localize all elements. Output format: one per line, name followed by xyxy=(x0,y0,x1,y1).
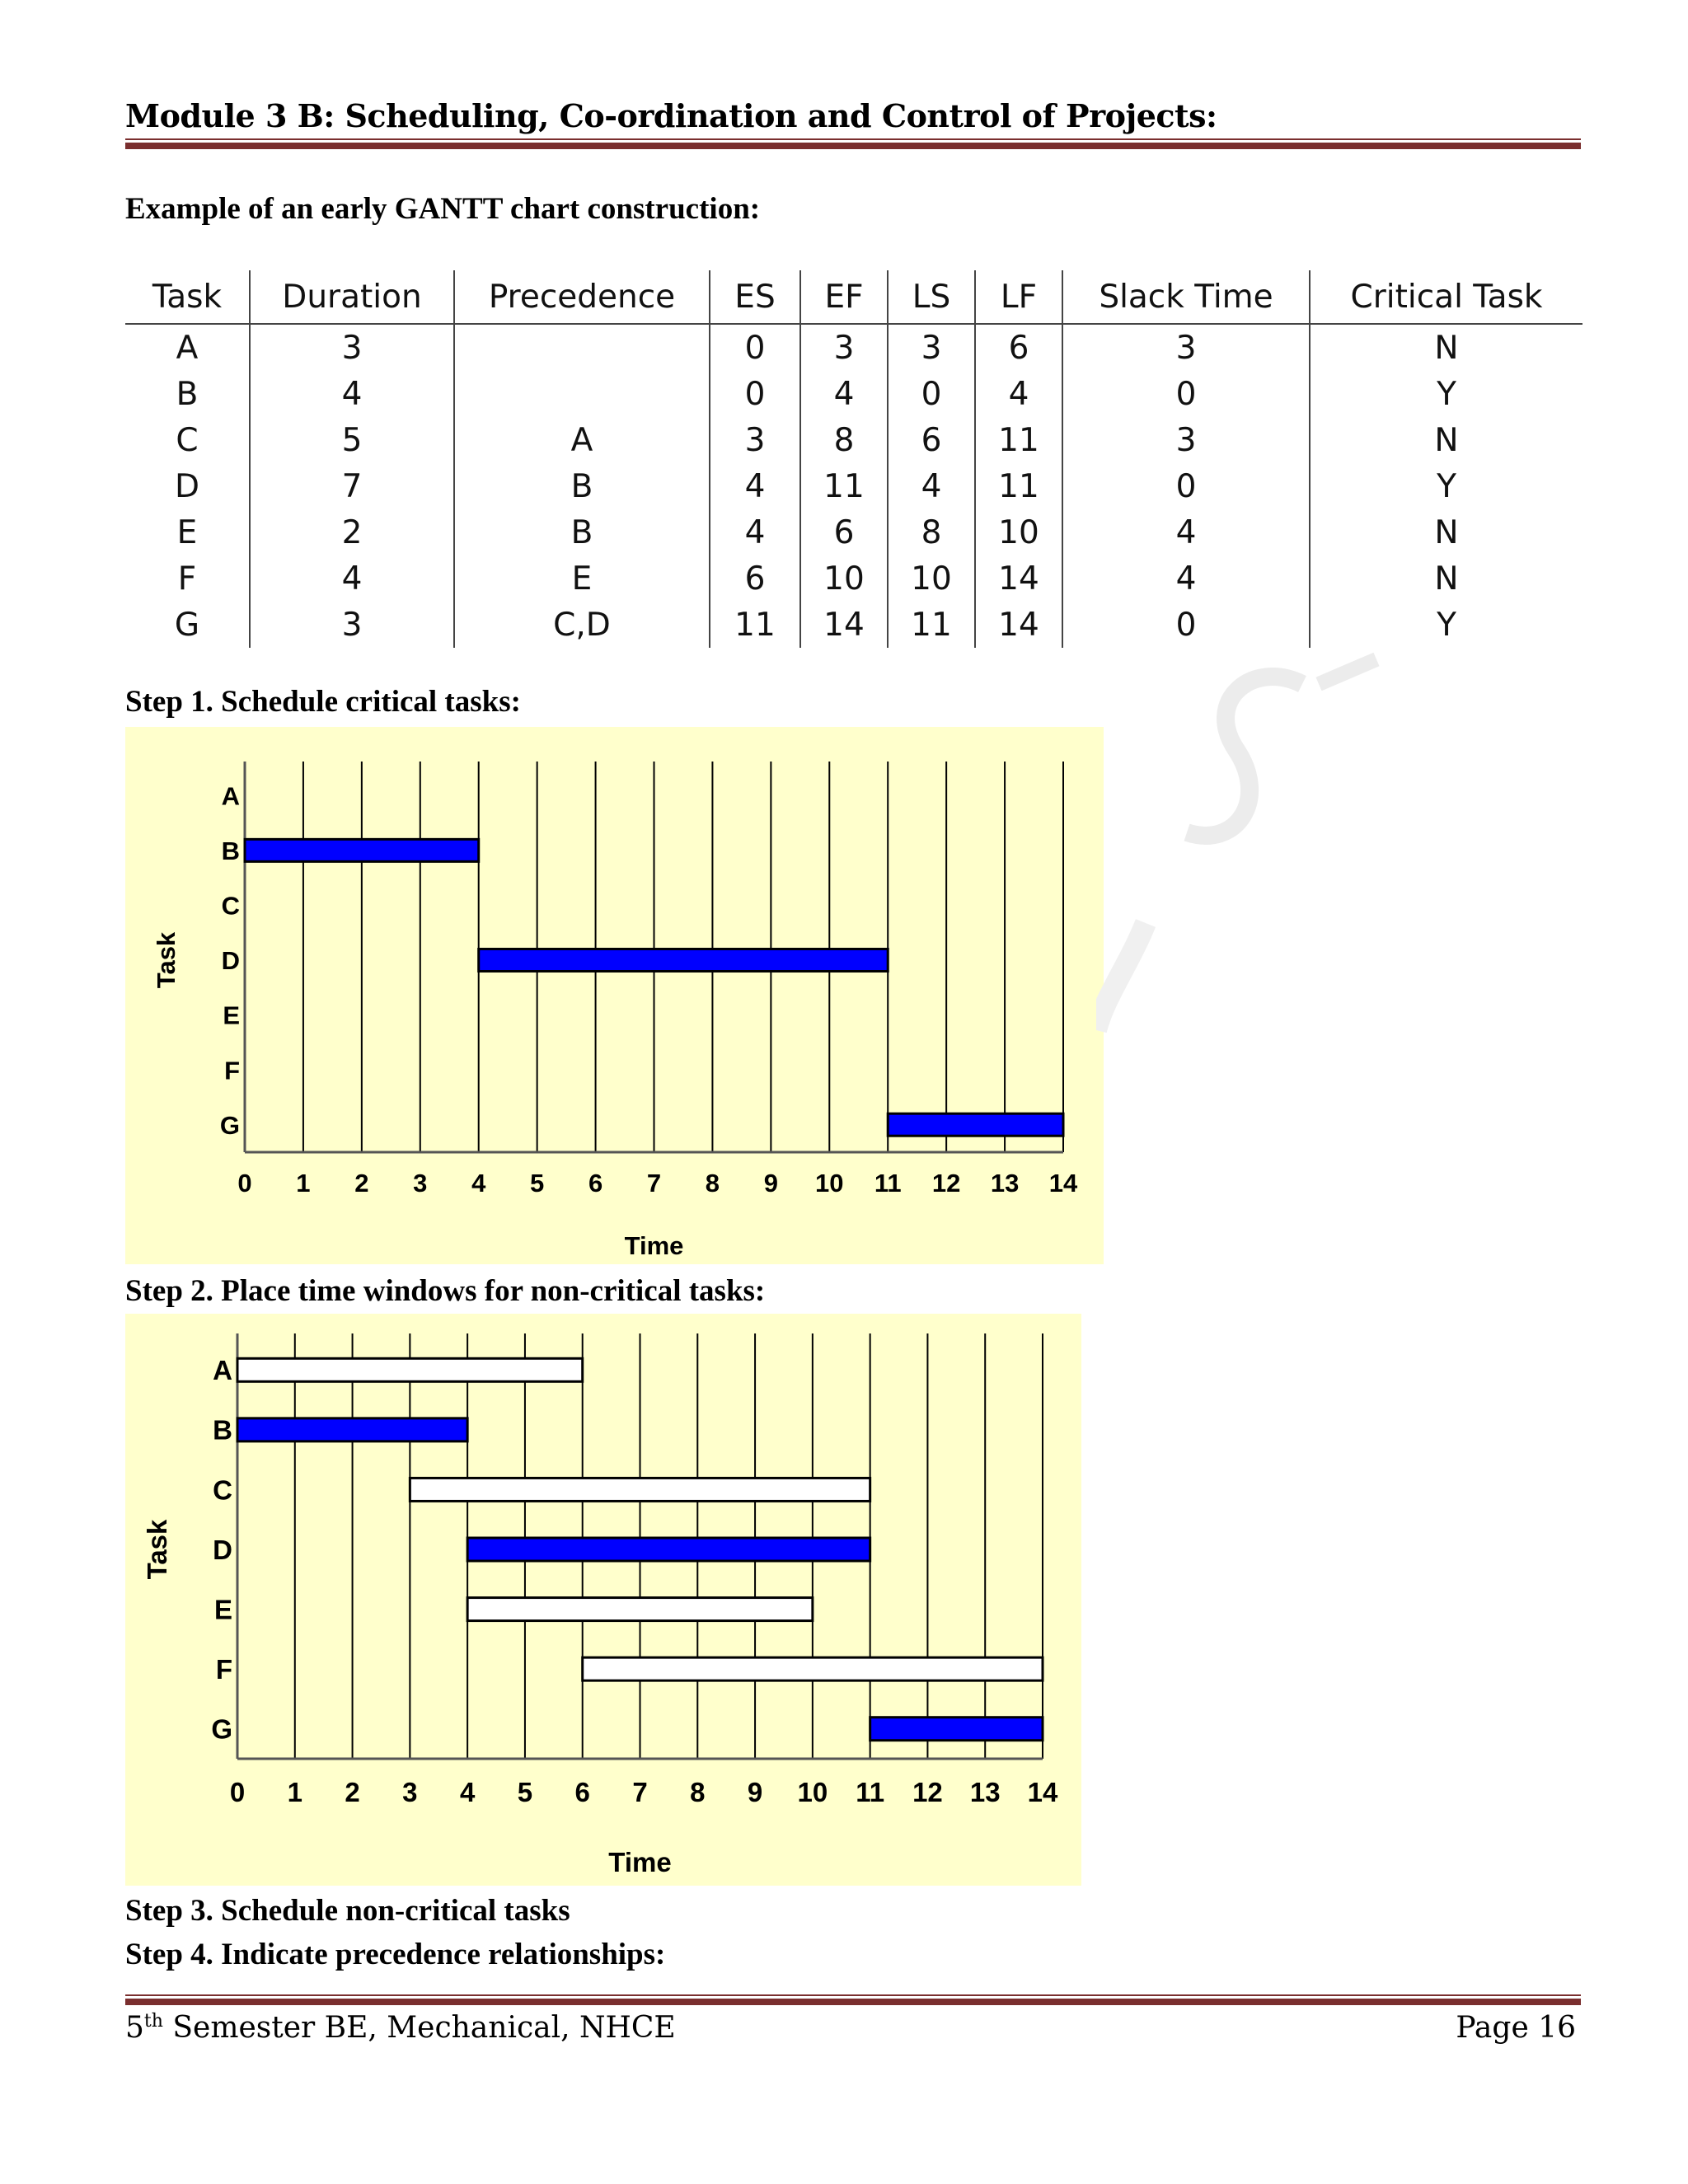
y-axis-title: Task xyxy=(152,931,181,989)
x-tick-label: 14 xyxy=(1027,1777,1058,1807)
x-tick-label: 1 xyxy=(287,1777,302,1807)
cell-lf: 4 xyxy=(975,371,1062,417)
x-tick-label: 9 xyxy=(747,1777,763,1807)
window-bar-A xyxy=(237,1358,583,1381)
x-tick-label: 12 xyxy=(931,1169,961,1197)
cell-ls: 3 xyxy=(888,324,975,371)
cell-critical: Y xyxy=(1310,371,1582,417)
y-category-label: B xyxy=(221,837,240,866)
footer-course: 5th Semester BE, Mechanical, NHCE xyxy=(125,2011,676,2045)
cell-es: 3 xyxy=(710,417,800,463)
cell-duration: 7 xyxy=(250,463,454,509)
cell-task: C xyxy=(176,421,199,459)
footer-rule-thin xyxy=(125,1994,1581,1996)
cell-task: F xyxy=(177,560,197,598)
cell-task: D xyxy=(174,467,200,505)
cell-ls: 11 xyxy=(888,602,975,648)
critical-bar-D xyxy=(479,949,889,972)
cell-critical: N xyxy=(1310,555,1582,602)
cell-slack: 0 xyxy=(1062,463,1310,509)
cell-duration: 2 xyxy=(250,509,454,555)
cell-ls: 10 xyxy=(888,555,975,602)
cell-es: 0 xyxy=(710,371,800,417)
y-category-label: E xyxy=(213,1594,232,1625)
cell-task: B xyxy=(176,375,199,413)
x-tick-label: 0 xyxy=(229,1777,246,1807)
x-tick-label: 4 xyxy=(459,1777,476,1807)
critical-bar-G xyxy=(888,1113,1063,1136)
cell-duration: 4 xyxy=(250,371,454,417)
col-header-ls: LS xyxy=(888,270,975,324)
cell-precedence: C,D xyxy=(454,602,710,648)
y-category-label: D xyxy=(221,946,240,976)
x-tick-label: 13 xyxy=(969,1777,1001,1807)
cell-duration: 3 xyxy=(250,602,454,648)
y-category-label: A xyxy=(221,781,240,811)
y-category-label: C xyxy=(221,891,240,921)
table-row xyxy=(125,371,1582,417)
y-category-label: C xyxy=(213,1474,232,1506)
x-tick-label: 5 xyxy=(517,1777,533,1807)
cell-slack: 4 xyxy=(1062,555,1310,602)
page-header-title: Module 3 B: Scheduling, Co-ordination and Control of Projects: xyxy=(125,97,1217,134)
cell-precedence xyxy=(454,371,710,417)
cell-precedence: A xyxy=(454,417,710,463)
example-heading: Example of an early GANTT chart construction: xyxy=(125,192,761,226)
y-category-label: G xyxy=(211,1713,232,1745)
col-header-task: Task xyxy=(125,270,250,324)
cell-es: 6 xyxy=(710,555,800,602)
cell-critical: Y xyxy=(1310,463,1582,509)
x-tick-label: 10 xyxy=(815,1169,844,1197)
x-tick-label: 7 xyxy=(646,1169,662,1197)
cell-task: A xyxy=(176,329,199,367)
cell-lf: 14 xyxy=(975,555,1062,602)
cell-lf: 6 xyxy=(975,324,1062,371)
cell-precedence: B xyxy=(454,509,710,555)
cell-ef: 10 xyxy=(800,555,888,602)
x-tick-label: 6 xyxy=(588,1169,603,1197)
table-row xyxy=(125,417,1582,463)
step1-heading: Step 1. Schedule critical tasks: xyxy=(125,685,521,719)
cell-precedence xyxy=(454,324,710,371)
critical-bar-D xyxy=(467,1538,870,1561)
cell-ef: 14 xyxy=(800,602,888,648)
cell-ef: 3 xyxy=(800,324,888,371)
x-tick-label: 14 xyxy=(1048,1169,1078,1197)
y-category-label: D xyxy=(213,1534,232,1565)
cell-es: 0 xyxy=(710,324,800,371)
cell-slack: 0 xyxy=(1062,371,1310,417)
x-tick-label: 11 xyxy=(874,1169,902,1197)
table-row xyxy=(125,463,1582,509)
window-bar-F xyxy=(583,1657,1043,1680)
x-tick-label: 8 xyxy=(690,1777,706,1807)
header-rule-thick xyxy=(125,143,1581,149)
window-bar-C xyxy=(410,1478,870,1501)
x-tick-label: 13 xyxy=(990,1169,1020,1197)
step3-heading: Step 3. Schedule non-critical tasks xyxy=(125,1894,570,1928)
y-category-label: F xyxy=(224,1056,240,1085)
col-header-duration: Duration xyxy=(250,270,454,324)
cell-precedence: E xyxy=(454,555,710,602)
cell-ls: 0 xyxy=(888,371,975,417)
x-tick-label: 9 xyxy=(763,1169,778,1197)
cell-ef: 8 xyxy=(800,417,888,463)
x-axis-title: Time xyxy=(624,1231,684,1260)
y-category-label: E xyxy=(223,1001,240,1030)
x-tick-label: 3 xyxy=(402,1777,418,1807)
cell-slack: 0 xyxy=(1062,602,1310,648)
x-tick-label: 11 xyxy=(856,1777,885,1807)
y-category-label: A xyxy=(213,1355,232,1386)
cell-task: E xyxy=(176,513,198,551)
schedule-table xyxy=(125,270,1582,648)
x-axis-title: Time xyxy=(608,1847,672,1877)
cell-duration: 3 xyxy=(250,324,454,371)
x-tick-label: 2 xyxy=(354,1169,369,1197)
table-row xyxy=(125,602,1582,648)
x-tick-label: 0 xyxy=(237,1169,252,1197)
cell-ef: 11 xyxy=(800,463,888,509)
col-header-lf: LF xyxy=(975,270,1062,324)
col-header-precedence: Precedence xyxy=(454,270,710,324)
cell-ls: 4 xyxy=(888,463,975,509)
x-tick-label: 10 xyxy=(797,1777,828,1807)
x-tick-label: 8 xyxy=(705,1169,720,1197)
cell-slack: 4 xyxy=(1062,509,1310,555)
cell-lf: 11 xyxy=(975,463,1062,509)
watermark-logo xyxy=(1096,651,1393,1038)
cell-es: 4 xyxy=(710,509,800,555)
window-bar-E xyxy=(467,1598,813,1621)
x-tick-label: 5 xyxy=(530,1169,545,1197)
y-category-label: B xyxy=(213,1414,232,1446)
col-header-slack: Slack Time xyxy=(1062,270,1310,324)
col-header-critical: Critical Task xyxy=(1310,270,1582,324)
footer-page-number: Page 16 xyxy=(1456,2011,1576,2045)
x-tick-label: 6 xyxy=(574,1777,590,1807)
time-windows-gantt-chart xyxy=(125,1314,1081,1886)
col-header-ef: EF xyxy=(800,270,888,324)
cell-ef: 4 xyxy=(800,371,888,417)
cell-slack: 3 xyxy=(1062,324,1310,371)
cell-task: G xyxy=(174,606,200,644)
cell-es: 11 xyxy=(710,602,800,648)
critical-tasks-gantt-chart xyxy=(125,727,1104,1264)
cell-slack: 3 xyxy=(1062,417,1310,463)
y-category-label: F xyxy=(215,1654,232,1685)
table-row xyxy=(125,509,1582,555)
x-tick-label: 12 xyxy=(912,1777,943,1807)
cell-critical: N xyxy=(1310,324,1582,371)
step2-heading: Step 2. Place time windows for non-critical tasks: xyxy=(125,1274,766,1308)
cell-critical: Y xyxy=(1310,602,1582,648)
cell-lf: 14 xyxy=(975,602,1062,648)
cell-ls: 6 xyxy=(888,417,975,463)
col-header-es: ES xyxy=(710,270,800,324)
critical-bar-B xyxy=(237,1418,467,1441)
x-tick-label: 7 xyxy=(632,1777,648,1807)
x-tick-label: 3 xyxy=(413,1169,428,1197)
cell-lf: 10 xyxy=(975,509,1062,555)
x-tick-label: 4 xyxy=(471,1169,486,1197)
table-header-row xyxy=(125,270,1582,324)
header-rule-thin xyxy=(125,138,1581,140)
x-tick-label: 1 xyxy=(296,1169,311,1197)
table-row xyxy=(125,555,1582,602)
y-axis-title: Task xyxy=(142,1519,172,1580)
cell-lf: 11 xyxy=(975,417,1062,463)
cell-es: 4 xyxy=(710,463,800,509)
critical-bar-G xyxy=(870,1718,1043,1741)
cell-ef: 6 xyxy=(800,509,888,555)
cell-critical: N xyxy=(1310,509,1582,555)
step4-heading: Step 4. Indicate precedence relationships: xyxy=(125,1938,666,1971)
cell-duration: 4 xyxy=(250,555,454,602)
cell-duration: 5 xyxy=(250,417,454,463)
cell-ls: 8 xyxy=(888,509,975,555)
footer-rule-thick xyxy=(125,1999,1581,2005)
cell-precedence: B xyxy=(454,463,710,509)
table-row xyxy=(125,324,1582,371)
y-category-label: G xyxy=(219,1110,240,1140)
critical-bar-B xyxy=(245,839,479,861)
cell-critical: N xyxy=(1310,417,1582,463)
x-tick-label: 2 xyxy=(345,1777,360,1807)
